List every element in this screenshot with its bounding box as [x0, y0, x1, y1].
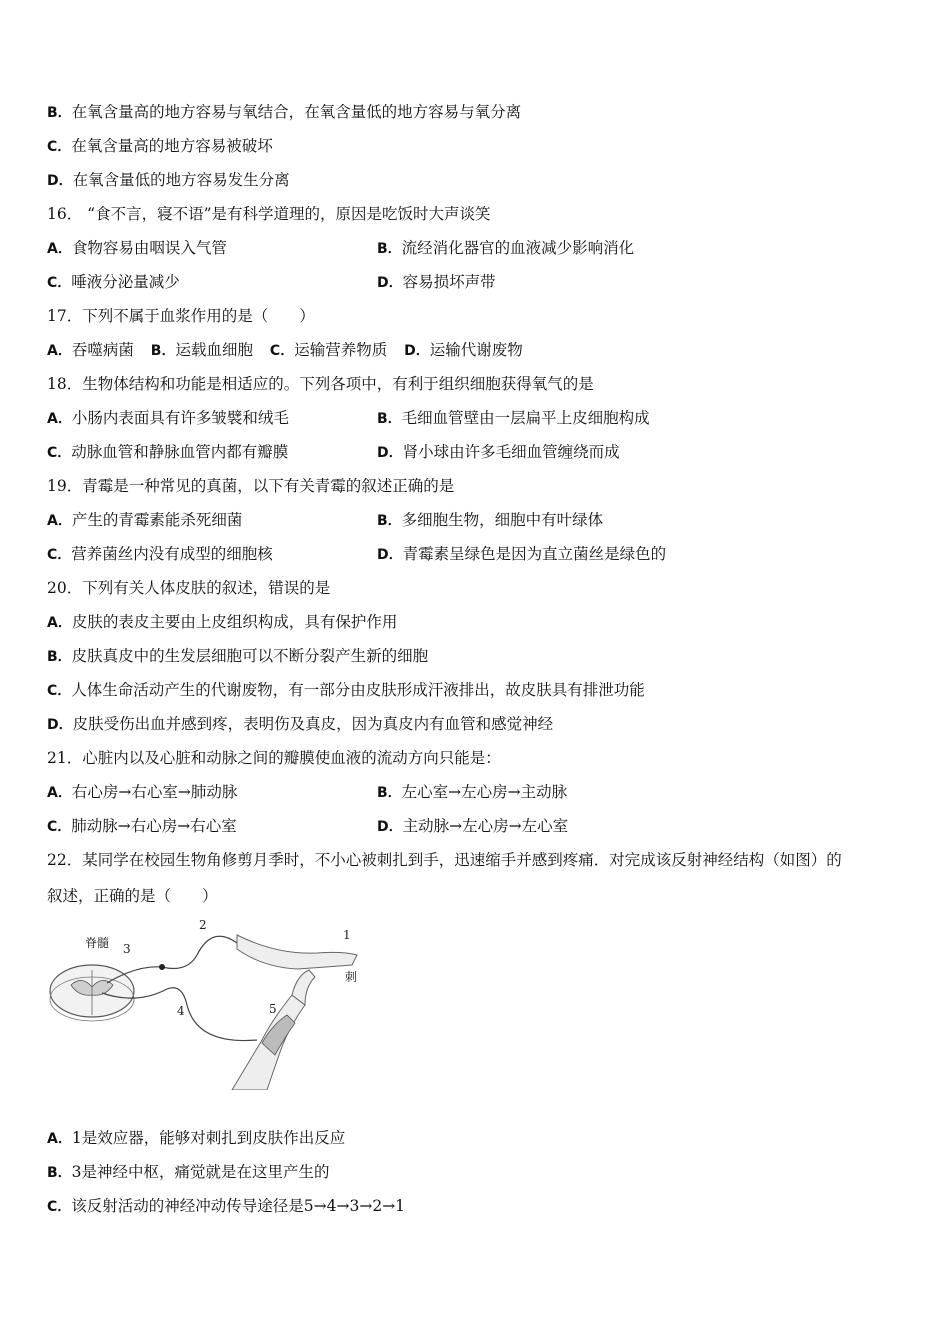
q21-options-cd	[47, 816, 569, 837]
q17-option-d: D．运输代谢废物	[404, 341, 523, 359]
q21-option-a: A．右心房→右心室→肺动脉	[47, 783, 238, 801]
q16-option-c: C．唾液分泌量减少	[47, 273, 180, 291]
q20-stem: 20．下列有关人体皮肤的叙述，错误的是	[47, 579, 331, 597]
q18-option-b: B．毛细血管壁由一层扁平上皮细胞构成	[377, 409, 650, 427]
q16-option-b: B．流经消化器官的血液减少影响消化	[377, 239, 635, 257]
q19-option-b: B．多细胞生物，细胞中有叶绿体	[377, 511, 604, 529]
q22-stem-line1: 22．某同学在校园生物角修剪月季时，不小心被刺扎到手，迅速缩手并感到疼痛．对完成该反射神经结构（如图）的	[47, 851, 842, 869]
q22-option-c: C．该反射活动的神经冲动传导途径是5→4→3→2→1	[47, 1197, 406, 1215]
q20-option-a: A．皮肤的表皮主要由上皮组织构成，具有保护作用	[47, 613, 398, 631]
q19-option-c: C．营养菌丝内没有成型的细胞核	[47, 545, 273, 563]
q21-option-b: B．左心室→左心房→主动脉	[377, 783, 568, 801]
q15-option-d: D．在氧含量低的地方容易发生分离	[47, 171, 290, 189]
q16-options-ab	[47, 238, 635, 259]
reflex-arc-figure	[47, 915, 367, 1090]
q16-options-cd	[47, 272, 496, 293]
q19-options-ab	[47, 510, 604, 531]
figure-label-5: 5	[269, 1002, 277, 1016]
q20-option-d: D．皮肤受伤出血并感到疼，表明伤及真皮，因为真皮内有血管和感觉神经	[47, 715, 554, 733]
figure-label-4: 4	[177, 1004, 185, 1018]
q20-option-c: C．人体生命活动产生的代谢废物，有一部分由皮肤形成汗液排出，故皮肤具有排泄功能	[47, 681, 645, 699]
q18-options-ab	[47, 408, 650, 429]
q18-options-cd	[47, 442, 620, 463]
q18-stem: 18．生物体结构和功能是相适应的。下列各项中，有利于组织细胞获得氧气的是	[47, 375, 594, 393]
q22-option-b: B．3是神经中枢，痛觉就是在这里产生的	[47, 1163, 330, 1181]
q16-option-a: A．食物容易由咽误入气管	[47, 239, 227, 257]
q18-option-d: D．肾小球由许多毛细血管缠绕而成	[377, 443, 620, 461]
q17-option-c: C．运输营养物质	[269, 341, 388, 359]
figure-label-thorn: 刺	[345, 970, 358, 984]
figure-label-spinal: 脊髓	[85, 936, 110, 950]
q21-options-ab	[47, 782, 568, 803]
q19-option-d: D．青霉素呈绿色是因为直立菌丝是绿色的	[377, 545, 667, 563]
q18-option-a: A．小肠内表面具有许多皱襞和绒毛	[47, 409, 289, 427]
figure-label-1: 1	[343, 928, 351, 942]
figure-label-3: 3	[123, 942, 131, 956]
hand-illustration	[237, 935, 357, 969]
q16-stem: 16． “食不言，寝不语”是有科学道理的，原因是吃饭时大声谈笑	[47, 205, 491, 223]
q21-option-d: D．主动脉→左心房→左心室	[377, 817, 569, 835]
q17-option-a: A．吞噬病菌	[47, 341, 134, 359]
q21-stem: 21．心脏内以及心脏和动脉之间的瓣膜使血液的流动方向只能是：	[47, 749, 501, 767]
q22-option-a: A．1是效应器，能够对刺扎到皮肤作出反应	[47, 1129, 346, 1147]
q17-options	[47, 340, 523, 361]
q19-options-cd	[47, 544, 667, 565]
q19-stem: 19．青霉是一种常见的真菌，以下有关青霉的叙述正确的是	[47, 477, 455, 495]
q17-stem: 17．下列不属于血浆作用的是（ ）	[47, 307, 315, 325]
spinal-cord-illustration	[50, 965, 134, 1021]
figure-label-2: 2	[199, 918, 207, 932]
q21-option-c: C．肺动脉→右心房→右心室	[47, 817, 237, 835]
q18-option-c: C．动脉血管和静脉血管内都有瓣膜	[47, 443, 289, 461]
ganglion-dot	[159, 964, 165, 970]
q19-option-a: A．产生的青霉素能杀死细菌	[47, 511, 243, 529]
q22-stem-line2: 叙述，正确的是（ ）	[47, 887, 218, 905]
q15-option-c: C．在氧含量高的地方容易被破坏	[47, 137, 273, 155]
q15-option-b: B．在氧含量高的地方容易与氧结合，在氧含量低的地方容易与氧分离	[47, 103, 522, 121]
q17-option-b: B．运载血细胞	[150, 341, 253, 359]
q20-option-b: B．皮肤真皮中的生发层细胞可以不断分裂产生新的细胞	[47, 647, 429, 665]
q16-option-d: D．容易损坏声带	[377, 273, 496, 291]
